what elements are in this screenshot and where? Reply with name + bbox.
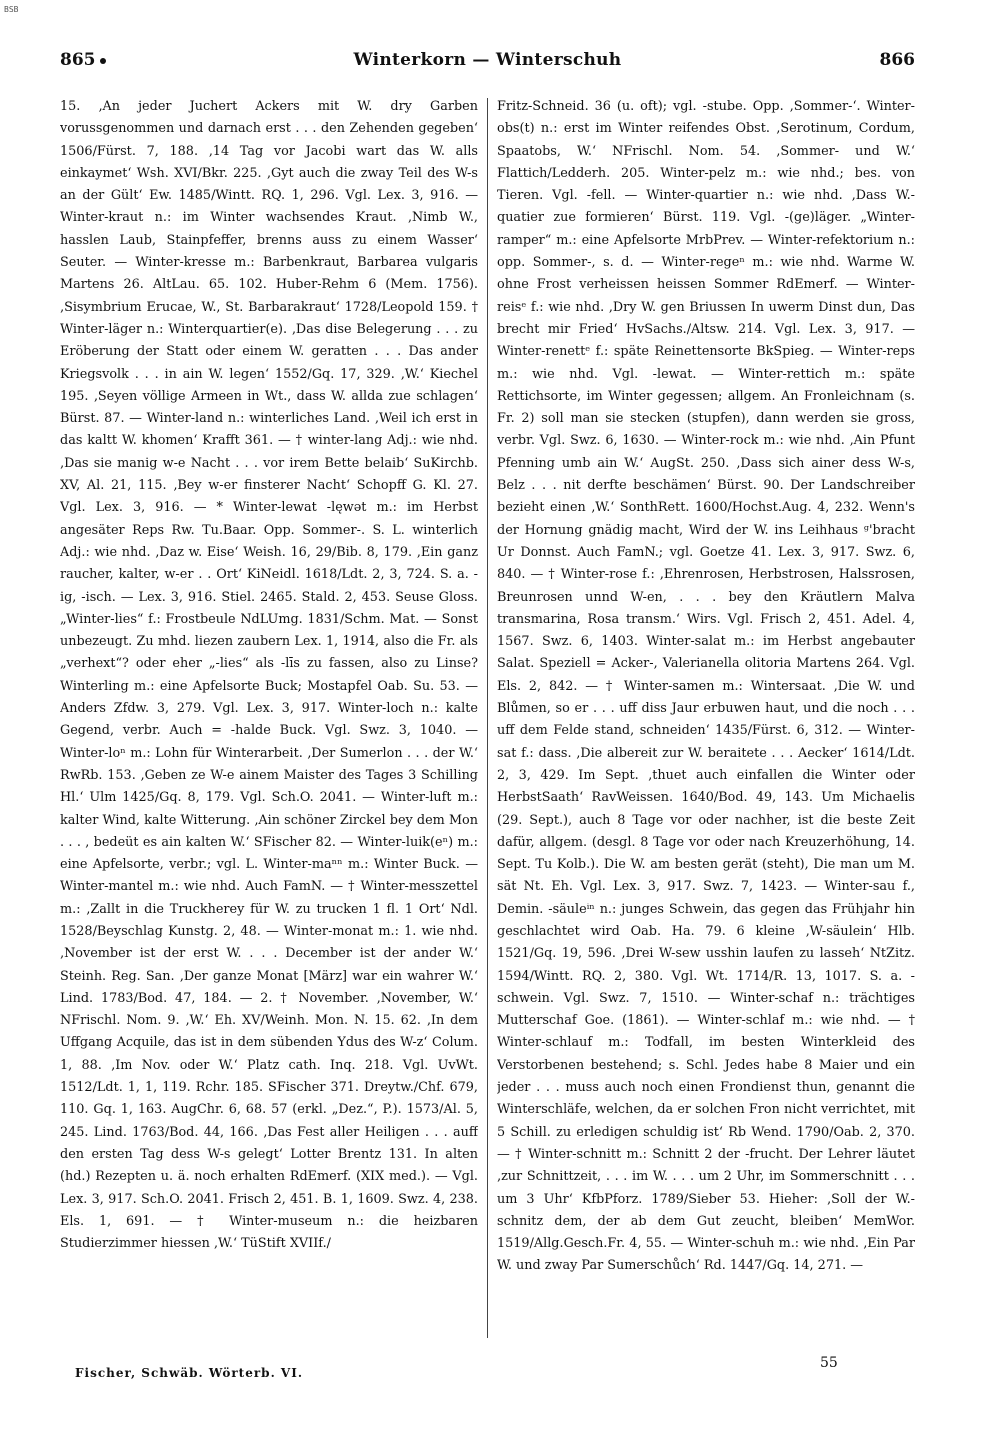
right-column-text: Fritz-Schneid. 36 (u. oft); vgl. -stube. Opp. ‚Sommer-‘. Winter-obs(t) n.: erst im Winter reifendes Obst. ‚Serotinum, Cordum, Spaatobs, W.‘ NFrischl. Nom. 54. ‚Sommer- und W.‘ Flattich/Ledderh. 205. Winter-pelz m.: wie nhd.; bes. von Tieren. Vgl. -fell. — Winter-quartier n.: wie nhd. ‚Dass W.-quatier zue formieren‘ Bürst. 119. Vgl. -(ge)läger. „Winter-ramper“ m.: eine Apfelsorte MrbPrev. — Winter-refektorium n.: opp. Sommer-, s. d. — Winter-regeⁿ m.: wie nhd. Warme W. ohne Frost verheissen heissen Sommer RdEmerf. — Winter-reisᵉ f.: wie nhd. ‚Dry W. gen Briussen In uwerm Dinst dun, Das brecht mir Fried‘ HvSachs./Altsw. 214. Vgl. Lex. 3, 917. — Winter-renettᵉ f.: späte Reinettensorte BkSpieg. — Winter-reps m.: wie nhd. Vgl. -lewat. — Winter-rettich m.: späte Rettichsorte, im Winter gegessen; allgem. An Fronleichnam (s. Fr. 2) soll man sie stecken (stupfen), dann werden sie gross, verbr. Vgl. Swz. 6, 1630. — Winter-rock m.: wie nhd. ‚Ain Pfunt Pfenning umb ain W.‘ AugSt. 250. ‚Dass sich ainer dess W-s, Belz . . . nit derfte beschämen‘ Bürst. 90. Der Landschreiber bezieht einen ‚W.‘ SonthRett. 1600/Hochst.Aug. 4, 232. Wenn's der Hornung gnädig macht, Wird der W. ins Leihhaus ᵍ'bracht Ur Donnst. Auch FamN.; vgl. Goetze 41. Lex. 3, 917. Swz. 6, 840. — † Winter-rose f.: ‚Ehrenrosen, Herbstrosen, Halssrosen, Breunrosen unnd W-en, . . . bey den Kräutlern Malva transmarina, Rosa transm.‘ Wirs. Vgl. Frisch 2, 451. Adel. 4, 1567. Swz. 6, 1403. Winter-salat m.: im Herbst angebauter Salat. Speziell = Acker-, Valerianella olitoria Martens 264. Vgl. Els. 2, 842. — † Winter-samen m.: Wintersaat. ‚Die W. und Blůmen, so er . . . uff diss Jaur erbuwen haut, und die noch . . . uff dem Felde stand, schneiden‘ 1435/Fürst. 6, 312. — Winter-sat f.: dass. ‚Die albereit zur W. beraitete . . . Aecker‘ 1614/Ldt. 2, 3, 429. Im Sept. ‚thuet auch einfallen die Winter oder HerbstSaath‘ RavWeissen. 1640/Bod. 49, 143. Um Michaelis (29. Sept.), auch 8 Tage vor oder nachher, ist die beste Zeit dafür, allgem. (desgl. 8 Tage vor oder nach Kreuzerhöhung, 14. Sept. Tu Kolb.). Die W. am besten gerät (steht), Die man um M. sät Nt. Eh. Vgl. Lex. 3, 917. Swz. 7, 1423. — Winter-sau f., Demin. -säuleⁱⁿ n.: junges Schwein, das gegen das Frühjahr hin geschlachtet wird Oab. Ha. 79. 6 kleine ‚W-säulein‘ Hlb. 1521/Gq. 19, 596. ‚Drei W-sew usshin laufen zu lasseh‘ NtZitz. 1594/Wintt. RQ. 2, 380. Vgl. Wt. 1714/R. 13, 1017. S. a. -schwein. Vgl. Swz. 7, 1510. — Winter-schaf n.: trächtiges Mutterschaf Goe. (1861). — Winter-schlaf m.: wie nhd. — † Winter-schlauf m.: Todfall, im besten Winterkleid des Verstorbenen bestehend; s. Schl. Jedes habe 8 Maier und ein jeder . . . muss auch noch einen Frondienst thun, genannt die Winterschläfe, welchen, da er solchen Fron nicht verrichtet, mit 5 Schill. zu erledigen schuldig ist‘ Rb Wend. 1790/Oab. 2, 370. — † Winter-schnitt m.: Schnitt 2 der -frucht. Der Lehrer läutet ‚zur Schnittzeit, . . . im W. . . . um 2 Uhr, im Sommerschnitt . . . um 3 Uhr‘ KfbPforz. 1789/Sieber 53. Hieher: ‚Soll der W.-schnitz dem, der ab dem Gut zeucht, bleiben‘ MemWor. 1519/Allg.Gesch.Fr. 4, 55. — Winter-schuh m.: wie nhd. ‚Ein Par W. und zway Par Sumerschůch‘ Rd. 1447/Gq. 14, 271. — [497,99,915,1274]
sheet-signature: 55 [820,1355,838,1371]
footer-imprint: Fischer, Schwäb. Wörterb. VI. [75,1366,304,1380]
left-column [60,96,478,1341]
page-header [60,50,915,80]
page-number-right: 866 [879,50,915,70]
left-column-text: 15. ‚An jeder Juchert Ackers mit W. dry Garben vorussgenommen und darnach erst . . . den Zehenden gegeben‘ 1506/Fürst. 7, 188. ‚14 Tag vor Jacobi wart das W. alls einkaymet‘ Wsh. XVI/Bkr. 225. ‚Gyt auch die zway Teil des W-s an der Gült‘ Ew. 1485/Wintt. RQ. 1, 296. Vgl. Lex. 3, 916. — Winter-kraut n.: im Winter wachsendes Kraut. ‚Nimb W., hasslen Laub, Stainpfeffer, brenns auss zu einem Wasser‘ Seuter. — Winter-kresse m.: Barbenkraut, Barbarea vulgaris Martens 26. AltLau. 65. 102. Huber-Rehm 6 (Mem. 1756). ‚Sisymbrium Erucae, W., St. Barbarakraut‘ 1728/Leopold 159. † Winter-läger n.: Winterquartier(e). ‚Das dise Belegerung . . . zu Eröberung der Statt oder einem W. geratten . . . Das ander Kriegsvolk . . . in ain W. legen‘ 1552/Gq. 17, 329. ‚W.‘ Kiechel 195. ‚Seyen völlige Armeen in Wt., dass W. allda zue schlagen‘ Bürst. 87. — Winter-land n.: winterliches Land. ‚Weil ich erst in das kaltt W. khomen‘ Krafft 361. — † winter-lang Adj.: wie nhd. ‚Das sie manig w-e Nacht . . . vor irem Bette belaib‘ SuKirchb. XV, Al. 21, 115. ‚Bey w-er finsterer Nacht‘ Schopff G. Kl. 27. Vgl. Lex. 3, 916. — * Winter-lewat -lęwət m.: im Herbst angesäter Reps Rw. Tu.Baar. Opp. Sommer-. S. L. winterlich Adj.: wie nhd. ‚Daz w. Eise‘ Weish. 16, 29/Bib. 8, 179. ‚Ein ganz raucher, kalter, w-er . . Ort‘ KiNeidl. 1618/Ldt. 2, 3, 724. S. a. -ig, -isch. — Lex. 3, 916. Stiel. 2465. Stald. 2, 453. Seuse Gloss. „Winter-lies“ f.: Frostbeule NdLUmg. 1831/Schm. Mat. — Sonst unbezeugt. Zu mhd. liezen zaubern Lex. 1, 1914, also die Fr. als „verhext“? oder eher „-lies“ als -līs zu fassen, also zu Linse? Winterling m.: eine Apfelsorte Buck; Mostapfel Oab. Su. 53. — Anders Zfdw. 3, 279. Vgl. Lex. 3, 917. Winter-loch n.: kalte Gegend, verbr. Auch = -halde Buck. Vgl. Swz. 3, 1040. — Winter-loⁿ m.: Lohn für Winterarbeit. ‚Der Sumerlon . . . der W.‘ RwRb. 153. ‚Geben ze W-e ainem Maister des Tages 3 Schilling Hl.‘ Ulm 1425/Gq. 8, 179. Vgl. Sch.O. 2041. — Winter-luft m.: kalter Wind, kalte Witterung. ‚Ain schöner Zirckel bey dem Mon . . . , bedeüt es ain kalten W.‘ SFischer 82. — Winter-luik(eⁿ) m.: eine Apfelsorte, verbr.; vgl. L. Winter-maⁿⁿ m.: Winter Buck. — Winter-mantel m.: wie nhd. Auch FamN. — † Winter-messzettel m.: ‚Zallt in die Truckherey für W. zu trucken 1 fl. 1 Ort‘ Ndl. 1528/Beyschlag Kunstg. 2, 48. — Winter-monat m.: 1. wie nhd. ‚November ist der erst W. . . . December ist der ander W.‘ Steinh. Reg. San. ‚Der ganze Monat [März] war ein wahrer W.‘ Lind. 1783/Bod. 47, 184. — 2. † November. ‚November, W.‘ NFrischl. Nom. 9. ‚W.‘ Eh. XV/Weinh. Mon. N. 15. 62. ‚In dem Uffgang Acquile, das ist in dem sübenden Ydus des W-z‘ Colum. 1, 88. ‚Im Nov. oder W.‘ Platz cath. Inq. 218. Vgl. UvWt. 1512/Ldt. 1, 1, 119. Rchr. 185. SFischer 371. Dreytw./Chf. 679, 110. Gq. 1, 163. AugChr. 6, 68. 57 (erkl. „Dez.“, P.). 1573/Al. 5, 245. Lind. 1763/Bod. 44, 166. ‚Das Fest aller Heiligen . . . auff den ersten Tag dess W-s gelegt‘ Lotter Brentz 131. In alten (hd.) Rezepten u. ä. noch erhalten RdEmerf. (XIX med.). — Vgl. Lex. 3, 917. Sch.O. 2041. Frisch 2, 451. B. 1, 1609. Swz. 4, 238. Els. 1, 691. — † Winter-museum n.: die heizbaren Studierzimmer hiessen ‚W.‘ TüStift XVIIf./ [60,99,478,1252]
page-number-left-text: 865 [60,50,96,70]
column-divider [487,98,488,1338]
running-head: Winterkorn — Winterschuh [353,50,622,70]
library-corner-mark: BSB [4,5,19,14]
right-column [497,96,915,1341]
